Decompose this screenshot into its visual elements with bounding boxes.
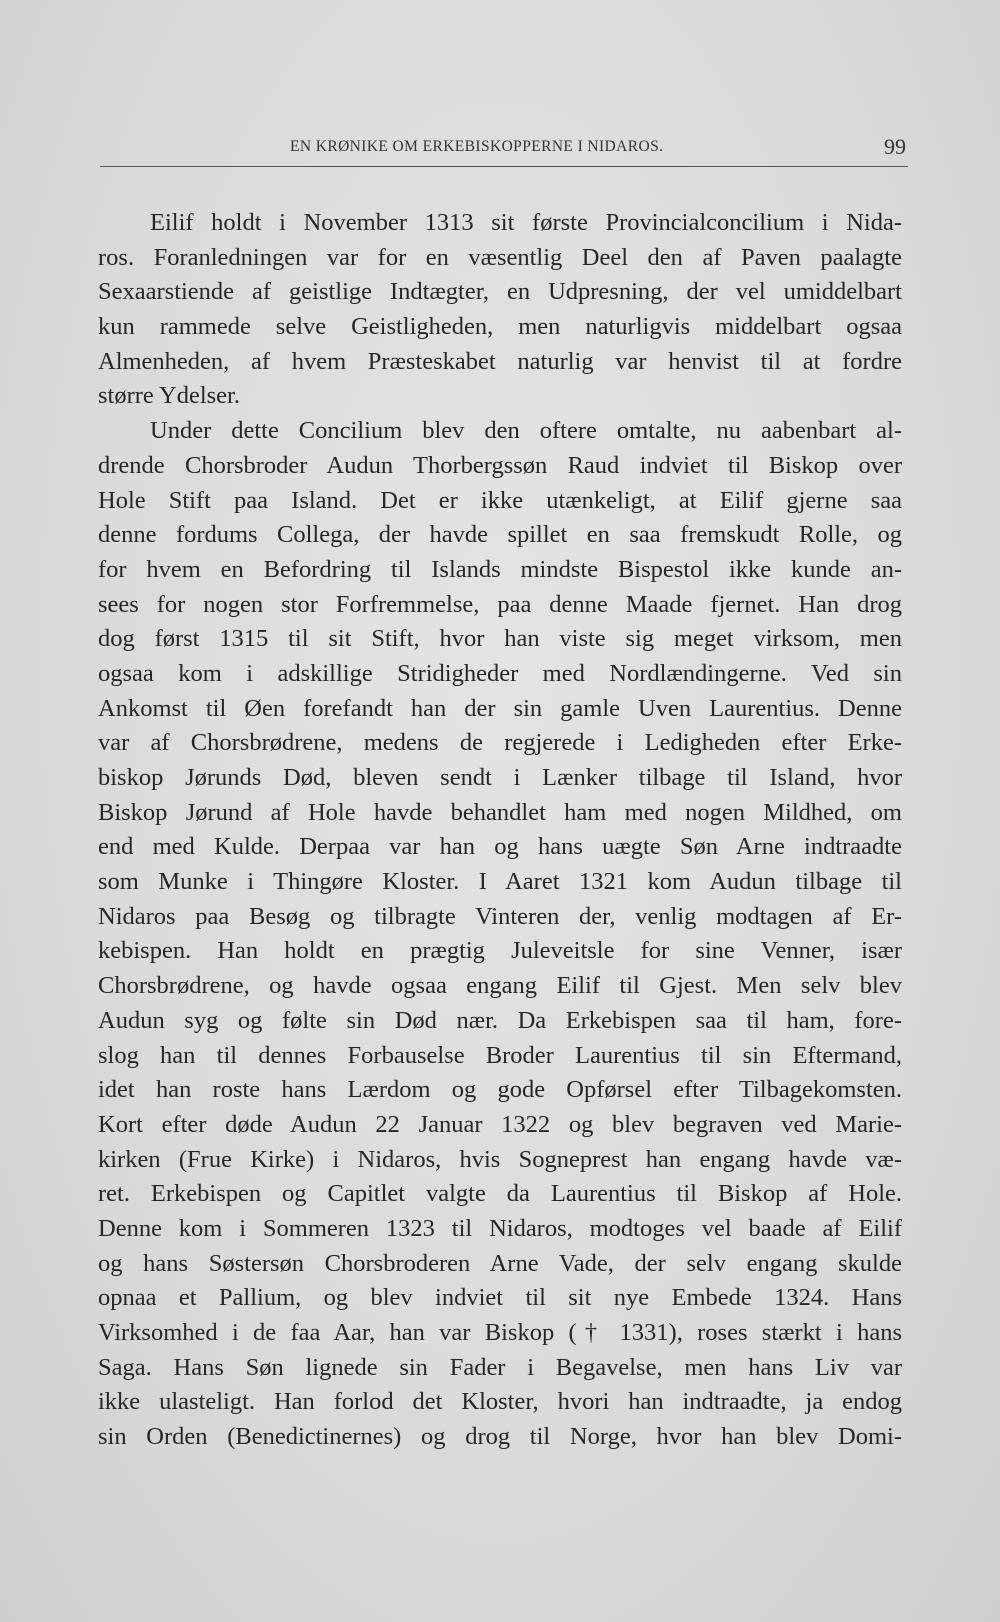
text-line: større Ydelser.: [98, 382, 240, 410]
text-line: Audun syg og følte sin Død nær. Da Erkebispen saa til ham, fore-: [98, 1006, 902, 1034]
text-line: sin Orden (Benedictinernes) og drog til Norge, hvor han blev Domi-: [98, 1423, 902, 1451]
text-line: ikke ulasteligt. Han forlod det Kloster, hvori han indtraadte, ja endog: [98, 1388, 902, 1416]
text-line: drende Chorsbroder Audun Thorbergssøn Raud indviet til Biskop over: [98, 451, 902, 479]
header-rule: [100, 166, 908, 167]
text-line: Under dette Concilium blev den oftere omtalte, nu aabenbart al-: [150, 417, 902, 445]
running-head: [100, 134, 906, 164]
text-line: som Munke i Thingøre Kloster. I Aaret 1321 kom Audun tilbage til: [98, 868, 902, 896]
text-line: biskop Jørunds Død, bleven sendt i Lænker tilbage til Island, hvor: [98, 764, 902, 791]
text-line: ret. Erkebispen og Capitlet valgte da Laurentius til Biskop af Hole.: [98, 1180, 902, 1208]
text-line: Kort efter døde Audun 22 Januar 1322 og blev begraven ved Marie-: [98, 1110, 902, 1138]
text-line: Biskop Jørund af Hole havde behandlet ham med nogen Mildhed, om: [98, 798, 902, 826]
text-line: sees for nogen stor Forfremmelse, paa denne Maade fjernet. Han drog: [98, 590, 902, 618]
text-line: Saga. Hans Søn lignede sin Fader i Begavelse, men hans Liv var: [98, 1353, 902, 1381]
page-number: 99: [884, 134, 906, 159]
text-line: Denne kom i Sommeren 1323 til Nidaros, modtoges vel baade af Eilif: [98, 1214, 902, 1242]
text-line: ogsaa kom i adskillige Stridigheder med Nordlændingerne. Ved sin: [98, 659, 902, 687]
text-line: opnaa et Pallium, og blev indviet til sit nye Embede 1324. Hans: [98, 1284, 902, 1312]
text-line: var af Chorsbrødrene, medens de regjerede i Ledigheden efter Erke-: [98, 729, 902, 757]
text-line: Sexaarstiende af geistlige Indtægter, en Udpresning, der vel umiddelbart: [98, 278, 902, 306]
text-line: kun rammede selve Geistligheden, men naturligvis middelbart ogsaa: [98, 313, 902, 341]
text-line: Chorsbrødrene, og havde ogsaa engang Eilif til Gjest. Men selv blev: [98, 972, 902, 1000]
text-line: ros. Foranledningen var for en væsentlig Deel den af Paven paalagte: [98, 243, 902, 271]
text-line: Hole Stift paa Island. Det er ikke utænkeligt, at Eilif gjerne saa: [98, 486, 902, 514]
text-line: kirken (Frue Kirke) i Nidaros, hvis Sogneprest han engang havde væ-: [98, 1145, 902, 1173]
text-line: Almenheden, af hvem Præsteskabet naturlig var henvist til at fordre: [98, 347, 902, 375]
running-title: EN KRØNIKE OM ERKEBISKOPPERNE I NIDAROS.: [290, 138, 664, 155]
text-line: for hvem en Befordring til Islands mindste Bispestol ikke kunde an-: [98, 555, 902, 583]
text-line: idet han roste hans Lærdom og gode Opførsel efter Tilbagekomsten.: [98, 1076, 902, 1104]
text-line: og hans Søstersøn Chorsbroderen Arne Vade, der selv engang skulde: [98, 1249, 902, 1277]
body-text: [98, 206, 902, 1455]
text-line: kebispen. Han holdt en prægtig Juleveitsle for sine Venner, især: [98, 937, 902, 965]
text-line: denne fordums Collega, der havde spillet en saa fremskudt Rolle, og: [98, 521, 902, 549]
text-line: Virksomhed i de faa Aar, han var Biskop († 1331), roses stærkt i hans: [98, 1319, 902, 1346]
text-line: Nidaros paa Besøg og tilbragte Vinteren der, venlig modtagen af Er-: [98, 902, 902, 930]
text-line: end med Kulde. Derpaa var han og hans uægte Søn Arne indtraadte: [98, 833, 902, 861]
text-line: Eilif holdt i November 1313 sit første Provincialconcilium i Nida-: [150, 209, 902, 236]
text-line: Ankomst til Øen forefandt han der sin gamle Uven Laurentius. Denne: [98, 694, 902, 722]
text-line: slog han til dennes Forbauselse Broder Laurentius til sin Eftermand,: [98, 1041, 902, 1069]
text-line: dog først 1315 til sit Stift, hvor han viste sig meget virksom, men: [98, 625, 902, 653]
